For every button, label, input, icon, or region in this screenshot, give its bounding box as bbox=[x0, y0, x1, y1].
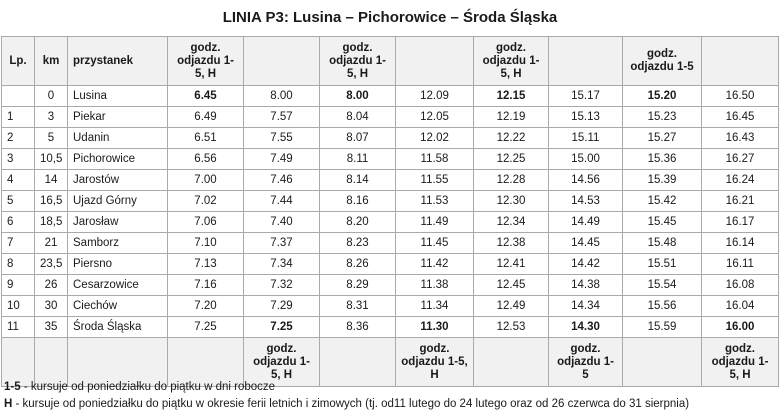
departure-time: 8.23 bbox=[320, 233, 396, 254]
departure-time: 7.25 bbox=[168, 317, 244, 338]
row-stop-name: Udanin bbox=[68, 128, 168, 149]
departure-time: 16.00 bbox=[702, 317, 779, 338]
row-km: 26 bbox=[35, 275, 68, 296]
header-departure bbox=[396, 37, 474, 86]
departure-time: 8.00 bbox=[320, 86, 396, 107]
departure-time: 11.30 bbox=[396, 317, 474, 338]
departure-time: 15.17 bbox=[549, 86, 623, 107]
row-lp: 8 bbox=[2, 254, 35, 275]
departure-time: 16.43 bbox=[702, 128, 779, 149]
departure-time: 6.56 bbox=[168, 149, 244, 170]
departure-time: 8.26 bbox=[320, 254, 396, 275]
departure-time: 12.02 bbox=[396, 128, 474, 149]
departure-time: 15.13 bbox=[549, 107, 623, 128]
table-row bbox=[2, 317, 779, 338]
header-row bbox=[2, 37, 779, 86]
row-stop-name: Jarostów bbox=[68, 170, 168, 191]
departure-time: 7.13 bbox=[168, 254, 244, 275]
departure-time: 12.53 bbox=[474, 317, 549, 338]
header-departure: godz. odjazdu 1-5, H bbox=[474, 37, 549, 86]
table-row bbox=[2, 191, 779, 212]
row-lp: 2 bbox=[2, 128, 35, 149]
row-stop-name: Ujazd Górny bbox=[68, 191, 168, 212]
table-row bbox=[2, 86, 779, 107]
header-departure bbox=[702, 37, 779, 86]
header-departure bbox=[244, 37, 320, 86]
table-row bbox=[2, 212, 779, 233]
departure-time: 7.57 bbox=[244, 107, 320, 128]
departure-time: 8.14 bbox=[320, 170, 396, 191]
row-stop-name: Piersno bbox=[68, 254, 168, 275]
departure-time: 16.08 bbox=[702, 275, 779, 296]
departure-time: 6.51 bbox=[168, 128, 244, 149]
departure-time: 7.06 bbox=[168, 212, 244, 233]
departure-time: 14.38 bbox=[549, 275, 623, 296]
departure-time: 16.04 bbox=[702, 296, 779, 317]
header-departure: godz. odjazdu 1-5, H bbox=[320, 37, 396, 86]
row-stop-name: Ciechów bbox=[68, 296, 168, 317]
departure-time: 14.42 bbox=[549, 254, 623, 275]
departure-time: 7.32 bbox=[244, 275, 320, 296]
row-km: 23,5 bbox=[35, 254, 68, 275]
row-km: 35 bbox=[35, 317, 68, 338]
departure-time: 15.42 bbox=[623, 191, 702, 212]
departure-time: 12.19 bbox=[474, 107, 549, 128]
departure-time: 7.10 bbox=[168, 233, 244, 254]
row-stop-name: Lusina bbox=[68, 86, 168, 107]
departure-time: 7.25 bbox=[244, 317, 320, 338]
row-km: 16,5 bbox=[35, 191, 68, 212]
departure-time: 15.56 bbox=[623, 296, 702, 317]
row-km: 30 bbox=[35, 296, 68, 317]
timetable-body bbox=[2, 86, 779, 338]
note-text: - kursuje od poniedziałku do piątku w dni robocze bbox=[20, 381, 276, 393]
legend-notes bbox=[4, 379, 780, 413]
row-lp: 9 bbox=[2, 275, 35, 296]
departure-time: 11.34 bbox=[396, 296, 474, 317]
departure-time: 8.29 bbox=[320, 275, 396, 296]
row-stop-name: Piekar bbox=[68, 107, 168, 128]
departure-time: 8.31 bbox=[320, 296, 396, 317]
row-km: 5 bbox=[35, 128, 68, 149]
departure-time: 15.27 bbox=[623, 128, 702, 149]
row-stop-name: Samborz bbox=[68, 233, 168, 254]
departure-time: 8.00 bbox=[244, 86, 320, 107]
row-lp: 11 bbox=[2, 317, 35, 338]
departure-time: 12.38 bbox=[474, 233, 549, 254]
departure-time: 7.37 bbox=[244, 233, 320, 254]
departure-time: 14.56 bbox=[549, 170, 623, 191]
departure-time: 12.34 bbox=[474, 212, 549, 233]
note-key: 1-5 bbox=[4, 381, 21, 393]
table-row bbox=[2, 107, 779, 128]
footer-cell: godz. odjazdu 1-5, H bbox=[396, 338, 474, 387]
departure-time: 11.42 bbox=[396, 254, 474, 275]
note-line bbox=[4, 396, 780, 413]
table-row bbox=[2, 233, 779, 254]
row-km: 14 bbox=[35, 170, 68, 191]
departure-time: 11.55 bbox=[396, 170, 474, 191]
row-lp: 6 bbox=[2, 212, 35, 233]
departure-time: 8.36 bbox=[320, 317, 396, 338]
table-row bbox=[2, 128, 779, 149]
footer-cell: godz. odjazdu 1-5, H bbox=[244, 338, 320, 387]
departure-time: 16.27 bbox=[702, 149, 779, 170]
row-lp: 3 bbox=[2, 149, 35, 170]
footer-cell: godz. odjazdu 1-5 bbox=[549, 338, 623, 387]
departure-time: 12.30 bbox=[474, 191, 549, 212]
departure-time: 12.09 bbox=[396, 86, 474, 107]
departure-time: 14.53 bbox=[549, 191, 623, 212]
footer-cell: godz. odjazdu 1-5, H bbox=[702, 338, 779, 387]
departure-time: 14.45 bbox=[549, 233, 623, 254]
departure-time: 12.28 bbox=[474, 170, 549, 191]
departure-time: 16.11 bbox=[702, 254, 779, 275]
row-stop-name: Środa Śląska bbox=[68, 317, 168, 338]
header-lp: Lp. bbox=[2, 37, 35, 86]
departure-time: 15.59 bbox=[623, 317, 702, 338]
departure-time: 15.23 bbox=[623, 107, 702, 128]
table-row bbox=[2, 149, 779, 170]
departure-time: 16.17 bbox=[702, 212, 779, 233]
timetable bbox=[1, 36, 779, 387]
departure-time: 7.40 bbox=[244, 212, 320, 233]
departure-time: 11.58 bbox=[396, 149, 474, 170]
departure-time: 16.24 bbox=[702, 170, 779, 191]
header-departure: godz. odjazdu 1-5, H bbox=[168, 37, 244, 86]
departure-time: 7.02 bbox=[168, 191, 244, 212]
departure-time: 15.20 bbox=[623, 86, 702, 107]
departure-time: 11.53 bbox=[396, 191, 474, 212]
row-stop-name: Cesarzowice bbox=[68, 275, 168, 296]
departure-time: 12.22 bbox=[474, 128, 549, 149]
departure-time: 8.04 bbox=[320, 107, 396, 128]
departure-time: 8.16 bbox=[320, 191, 396, 212]
departure-time: 15.51 bbox=[623, 254, 702, 275]
row-stop-name: Pichorowice bbox=[68, 149, 168, 170]
departure-time: 7.00 bbox=[168, 170, 244, 191]
row-km: 0 bbox=[35, 86, 68, 107]
header-departure: godz. odjazdu 1-5 bbox=[623, 37, 702, 86]
departure-time: 7.44 bbox=[244, 191, 320, 212]
note-line bbox=[4, 379, 780, 396]
departure-time: 8.07 bbox=[320, 128, 396, 149]
row-stop-name: Jarosław bbox=[68, 212, 168, 233]
departure-time: 14.49 bbox=[549, 212, 623, 233]
departure-time: 7.29 bbox=[244, 296, 320, 317]
departure-time: 15.36 bbox=[623, 149, 702, 170]
table-row bbox=[2, 170, 779, 191]
departure-time: 12.41 bbox=[474, 254, 549, 275]
departure-time: 15.45 bbox=[623, 212, 702, 233]
departure-time: 7.16 bbox=[168, 275, 244, 296]
departure-time: 6.49 bbox=[168, 107, 244, 128]
row-km: 10,5 bbox=[35, 149, 68, 170]
row-lp: 4 bbox=[2, 170, 35, 191]
departure-time: 14.34 bbox=[549, 296, 623, 317]
departure-time: 15.48 bbox=[623, 233, 702, 254]
departure-time: 16.21 bbox=[702, 191, 779, 212]
departure-time: 7.49 bbox=[244, 149, 320, 170]
row-lp: 1 bbox=[2, 107, 35, 128]
departure-time: 11.49 bbox=[396, 212, 474, 233]
table-row bbox=[2, 296, 779, 317]
departure-time: 15.00 bbox=[549, 149, 623, 170]
row-km: 21 bbox=[35, 233, 68, 254]
row-km: 18,5 bbox=[35, 212, 68, 233]
departure-time: 7.55 bbox=[244, 128, 320, 149]
row-lp: 5 bbox=[2, 191, 35, 212]
header-departure bbox=[549, 37, 623, 86]
departure-time: 12.49 bbox=[474, 296, 549, 317]
departure-time: 12.15 bbox=[474, 86, 549, 107]
note-text: - kursuje od poniedziałku do piątku w okresie ferii letnich i zimowych (tj. od11 lutego do 24 lutego oraz od 26 czerwca do 31 sierpnia) bbox=[12, 398, 690, 410]
table-row bbox=[2, 275, 779, 296]
row-lp bbox=[2, 86, 35, 107]
header-km: km bbox=[35, 37, 68, 86]
departure-time: 14.30 bbox=[549, 317, 623, 338]
departure-time: 15.11 bbox=[549, 128, 623, 149]
row-lp: 7 bbox=[2, 233, 35, 254]
header-stop: przystanek bbox=[68, 37, 168, 86]
departure-time: 15.54 bbox=[623, 275, 702, 296]
departure-time: 7.46 bbox=[244, 170, 320, 191]
departure-time: 11.45 bbox=[396, 233, 474, 254]
departure-time: 7.34 bbox=[244, 254, 320, 275]
departure-time: 11.38 bbox=[396, 275, 474, 296]
table-row bbox=[2, 254, 779, 275]
page-title: LINIA P3: Lusina – Pichorowice – Środa Śląska bbox=[222, 9, 558, 26]
departure-time: 16.50 bbox=[702, 86, 779, 107]
departure-time: 7.20 bbox=[168, 296, 244, 317]
departure-time: 16.14 bbox=[702, 233, 779, 254]
departure-time: 16.45 bbox=[702, 107, 779, 128]
departure-time: 6.45 bbox=[168, 86, 244, 107]
departure-time: 8.20 bbox=[320, 212, 396, 233]
departure-time: 8.11 bbox=[320, 149, 396, 170]
departure-time: 15.39 bbox=[623, 170, 702, 191]
row-km: 3 bbox=[35, 107, 68, 128]
departure-time: 12.45 bbox=[474, 275, 549, 296]
departure-time: 12.05 bbox=[396, 107, 474, 128]
note-key: H bbox=[4, 398, 13, 410]
row-lp: 10 bbox=[2, 296, 35, 317]
departure-time: 12.25 bbox=[474, 149, 549, 170]
